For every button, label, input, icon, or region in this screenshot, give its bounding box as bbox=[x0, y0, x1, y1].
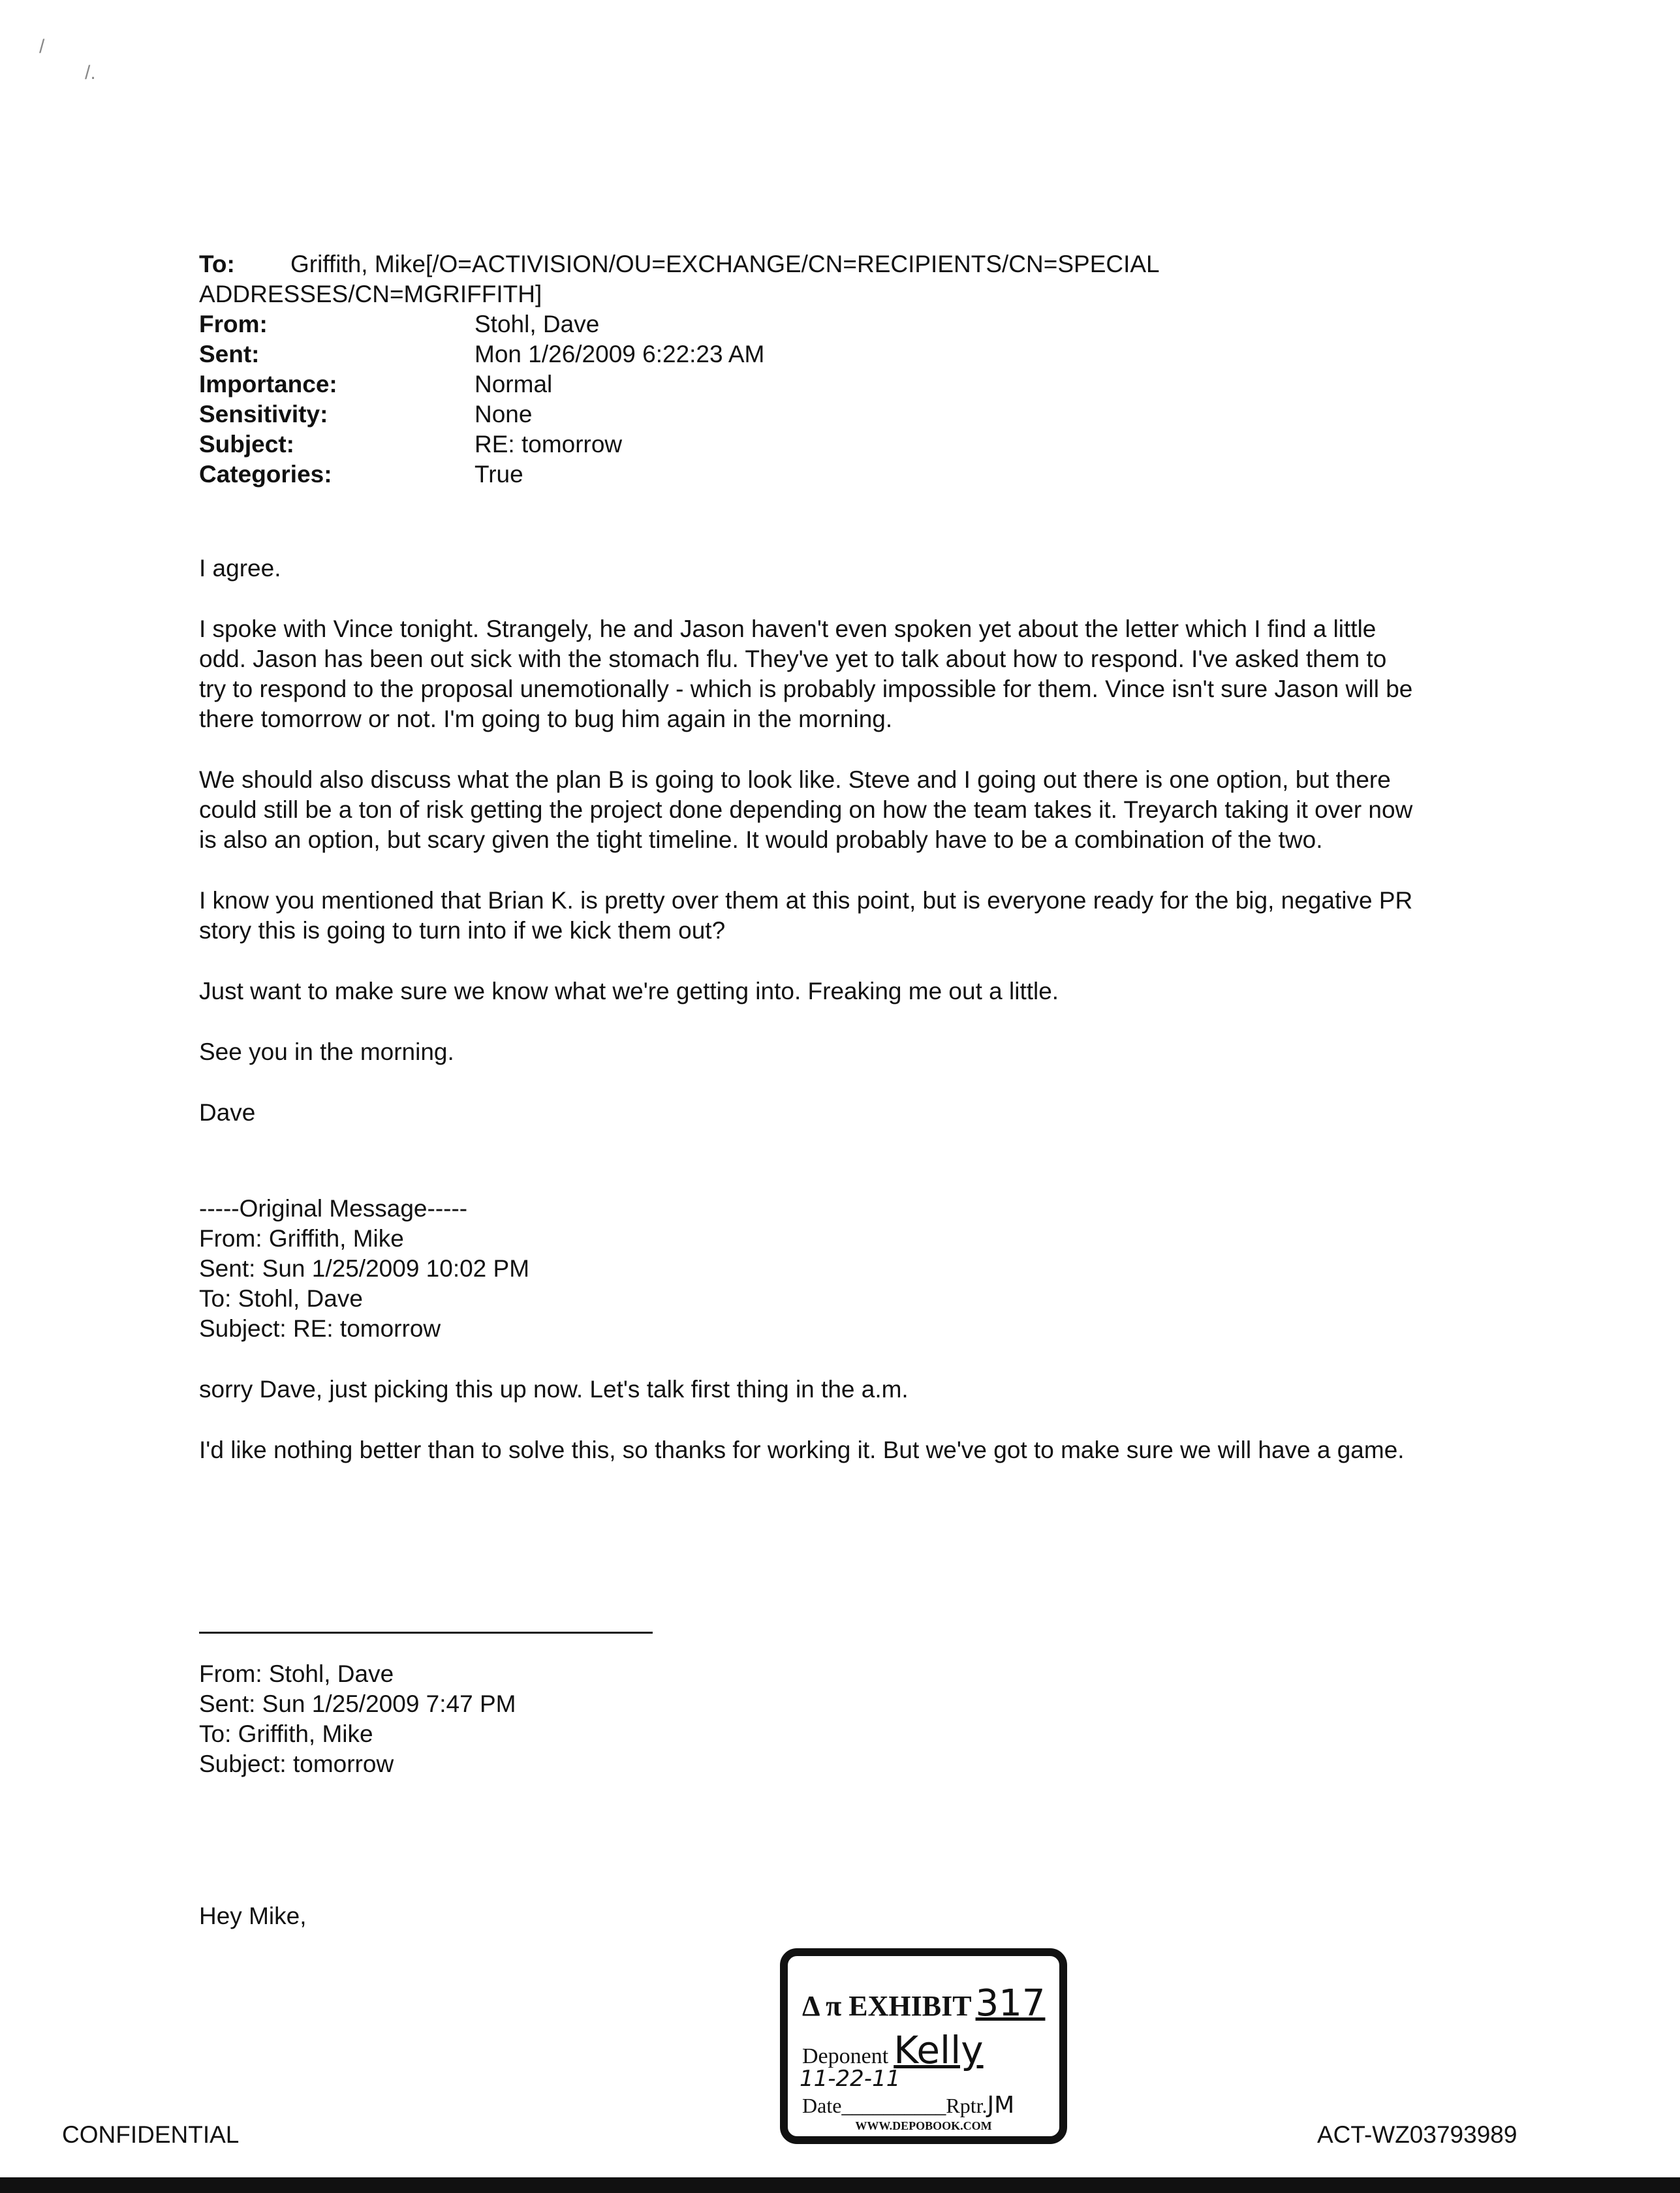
bates-number: ACT-WZ03793989 bbox=[1317, 2121, 1517, 2148]
original-from: From: Griffith, Mike bbox=[199, 1225, 404, 1252]
importance-value: Normal bbox=[474, 371, 553, 397]
header-row-categories bbox=[199, 459, 1504, 490]
categories-label: Categories: bbox=[199, 461, 332, 488]
to-value: Griffith, Mike[/O=ACTIVISION/OU=EXCHANGE/CN=RECIPIENTS/CN=SPECIAL bbox=[290, 251, 1160, 277]
confidential-label: CONFIDENTIAL bbox=[62, 2121, 240, 2148]
rptr-label: Rptr. bbox=[946, 2094, 988, 2117]
scan-speck: /. bbox=[85, 62, 96, 84]
header-row-subject bbox=[199, 429, 1504, 459]
date-label: Date bbox=[802, 2094, 842, 2117]
spacer bbox=[199, 1159, 1420, 1194]
deponent-label: Deponent bbox=[802, 2044, 889, 2068]
divider-rule bbox=[199, 1632, 653, 1634]
body-paragraph: I know you mentioned that Brian K. is pretty over them at this point, but is everyone ready for the big, negative PR story this is going to turn into if we kick them out? bbox=[199, 887, 1413, 944]
stamp-website: WWW.DEPOBOOK.COM bbox=[855, 2119, 992, 2132]
earlier-sent: Sent: Sun 1/25/2009 7:47 PM bbox=[199, 1690, 516, 1717]
original-paragraph: sorry Dave, just picking this up now. Let's talk first thing in the a.m. bbox=[199, 1376, 909, 1403]
email-body bbox=[199, 553, 1420, 1496]
greeting: Hey Mike, bbox=[199, 1903, 307, 1929]
original-to: To: Stohl, Dave bbox=[199, 1285, 363, 1312]
exhibit-label: Δ π EXHIBIT bbox=[802, 1990, 972, 2022]
categories-value: True bbox=[474, 461, 523, 488]
exhibit-stamp-title bbox=[802, 1982, 1045, 2025]
from-label: From: bbox=[199, 311, 268, 337]
original-paragraph: I'd like nothing better than to solve this, so thanks for working it. But we've got to make sure we will have a game. bbox=[199, 1437, 1405, 1463]
header-row-sensitivity bbox=[199, 399, 1504, 429]
earlier-subject: Subject: tomorrow bbox=[199, 1750, 394, 1777]
body-paragraph: We should also discuss what the plan B is going to look like. Steve and I going out there is one option, but there could still be a ton of risk getting the project done depending on how the team takes it. Treyarch taking it over now is also an option, but scary given the tight timeline. It would probably have to be a combination of the two. bbox=[199, 766, 1413, 853]
body-paragraph: I agree. bbox=[199, 555, 281, 582]
earlier-to: To: Griffith, Mike bbox=[199, 1720, 373, 1747]
sent-value: Mon 1/26/2009 6:22:23 AM bbox=[474, 341, 765, 367]
subject-label: Subject: bbox=[199, 431, 294, 458]
rptr-initials: JM bbox=[987, 2092, 1015, 2119]
email-header bbox=[199, 249, 1504, 490]
body-paragraph: Just want to make sure we know what we're getting into. Freaking me out a little. bbox=[199, 978, 1059, 1004]
date-line: Date__________Rptr.JM bbox=[802, 2092, 1015, 2119]
exhibit-stamp bbox=[780, 1948, 1067, 2144]
signature: Dave bbox=[199, 1099, 256, 1126]
sent-label: Sent: bbox=[199, 341, 260, 367]
handwritten-date: 11-22-11 bbox=[800, 2066, 901, 2092]
earlier-from: From: Stohl, Dave bbox=[199, 1660, 394, 1687]
scan-bottom-edge bbox=[0, 2177, 1680, 2193]
earlier-message-header bbox=[199, 1659, 516, 1779]
exhibit-number: 317 bbox=[975, 1982, 1046, 2025]
sensitivity-value: None bbox=[474, 401, 533, 428]
body-paragraph: I spoke with Vince tonight. Strangely, he and Jason haven't even spoken yet about the letter which I find a little odd. Jason has been out sick with the stomach flu. They've yet to talk about how to respond. I've asked them to try to respond to the proposal unemotionally - which is probably impossible for them. Vince isn't sure Jason will be there tomorrow or not. I'm going to bug him again in the morning. bbox=[199, 615, 1413, 732]
scan-speck: / bbox=[39, 36, 45, 57]
body-paragraph: See you in the morning. bbox=[199, 1038, 454, 1065]
subject-value: RE: tomorrow bbox=[474, 431, 623, 458]
to-value-continued: ADDRESSES/CN=MGRIFFITH] bbox=[199, 281, 542, 307]
from-value: Stohl, Dave bbox=[474, 311, 600, 337]
header-row-sent bbox=[199, 339, 1504, 369]
original-sent: Sent: Sun 1/25/2009 10:02 PM bbox=[199, 1255, 530, 1282]
header-row-from bbox=[199, 309, 1504, 339]
importance-label: Importance: bbox=[199, 371, 337, 397]
header-row-importance bbox=[199, 369, 1504, 399]
sensitivity-label: Sensitivity: bbox=[199, 401, 328, 428]
to-line bbox=[199, 249, 1504, 279]
original-subject: Subject: RE: tomorrow bbox=[199, 1315, 441, 1342]
to-label: To: bbox=[199, 251, 235, 277]
original-message-separator: -----Original Message----- bbox=[199, 1195, 468, 1222]
deponent-name: Kelly bbox=[894, 2028, 984, 2072]
